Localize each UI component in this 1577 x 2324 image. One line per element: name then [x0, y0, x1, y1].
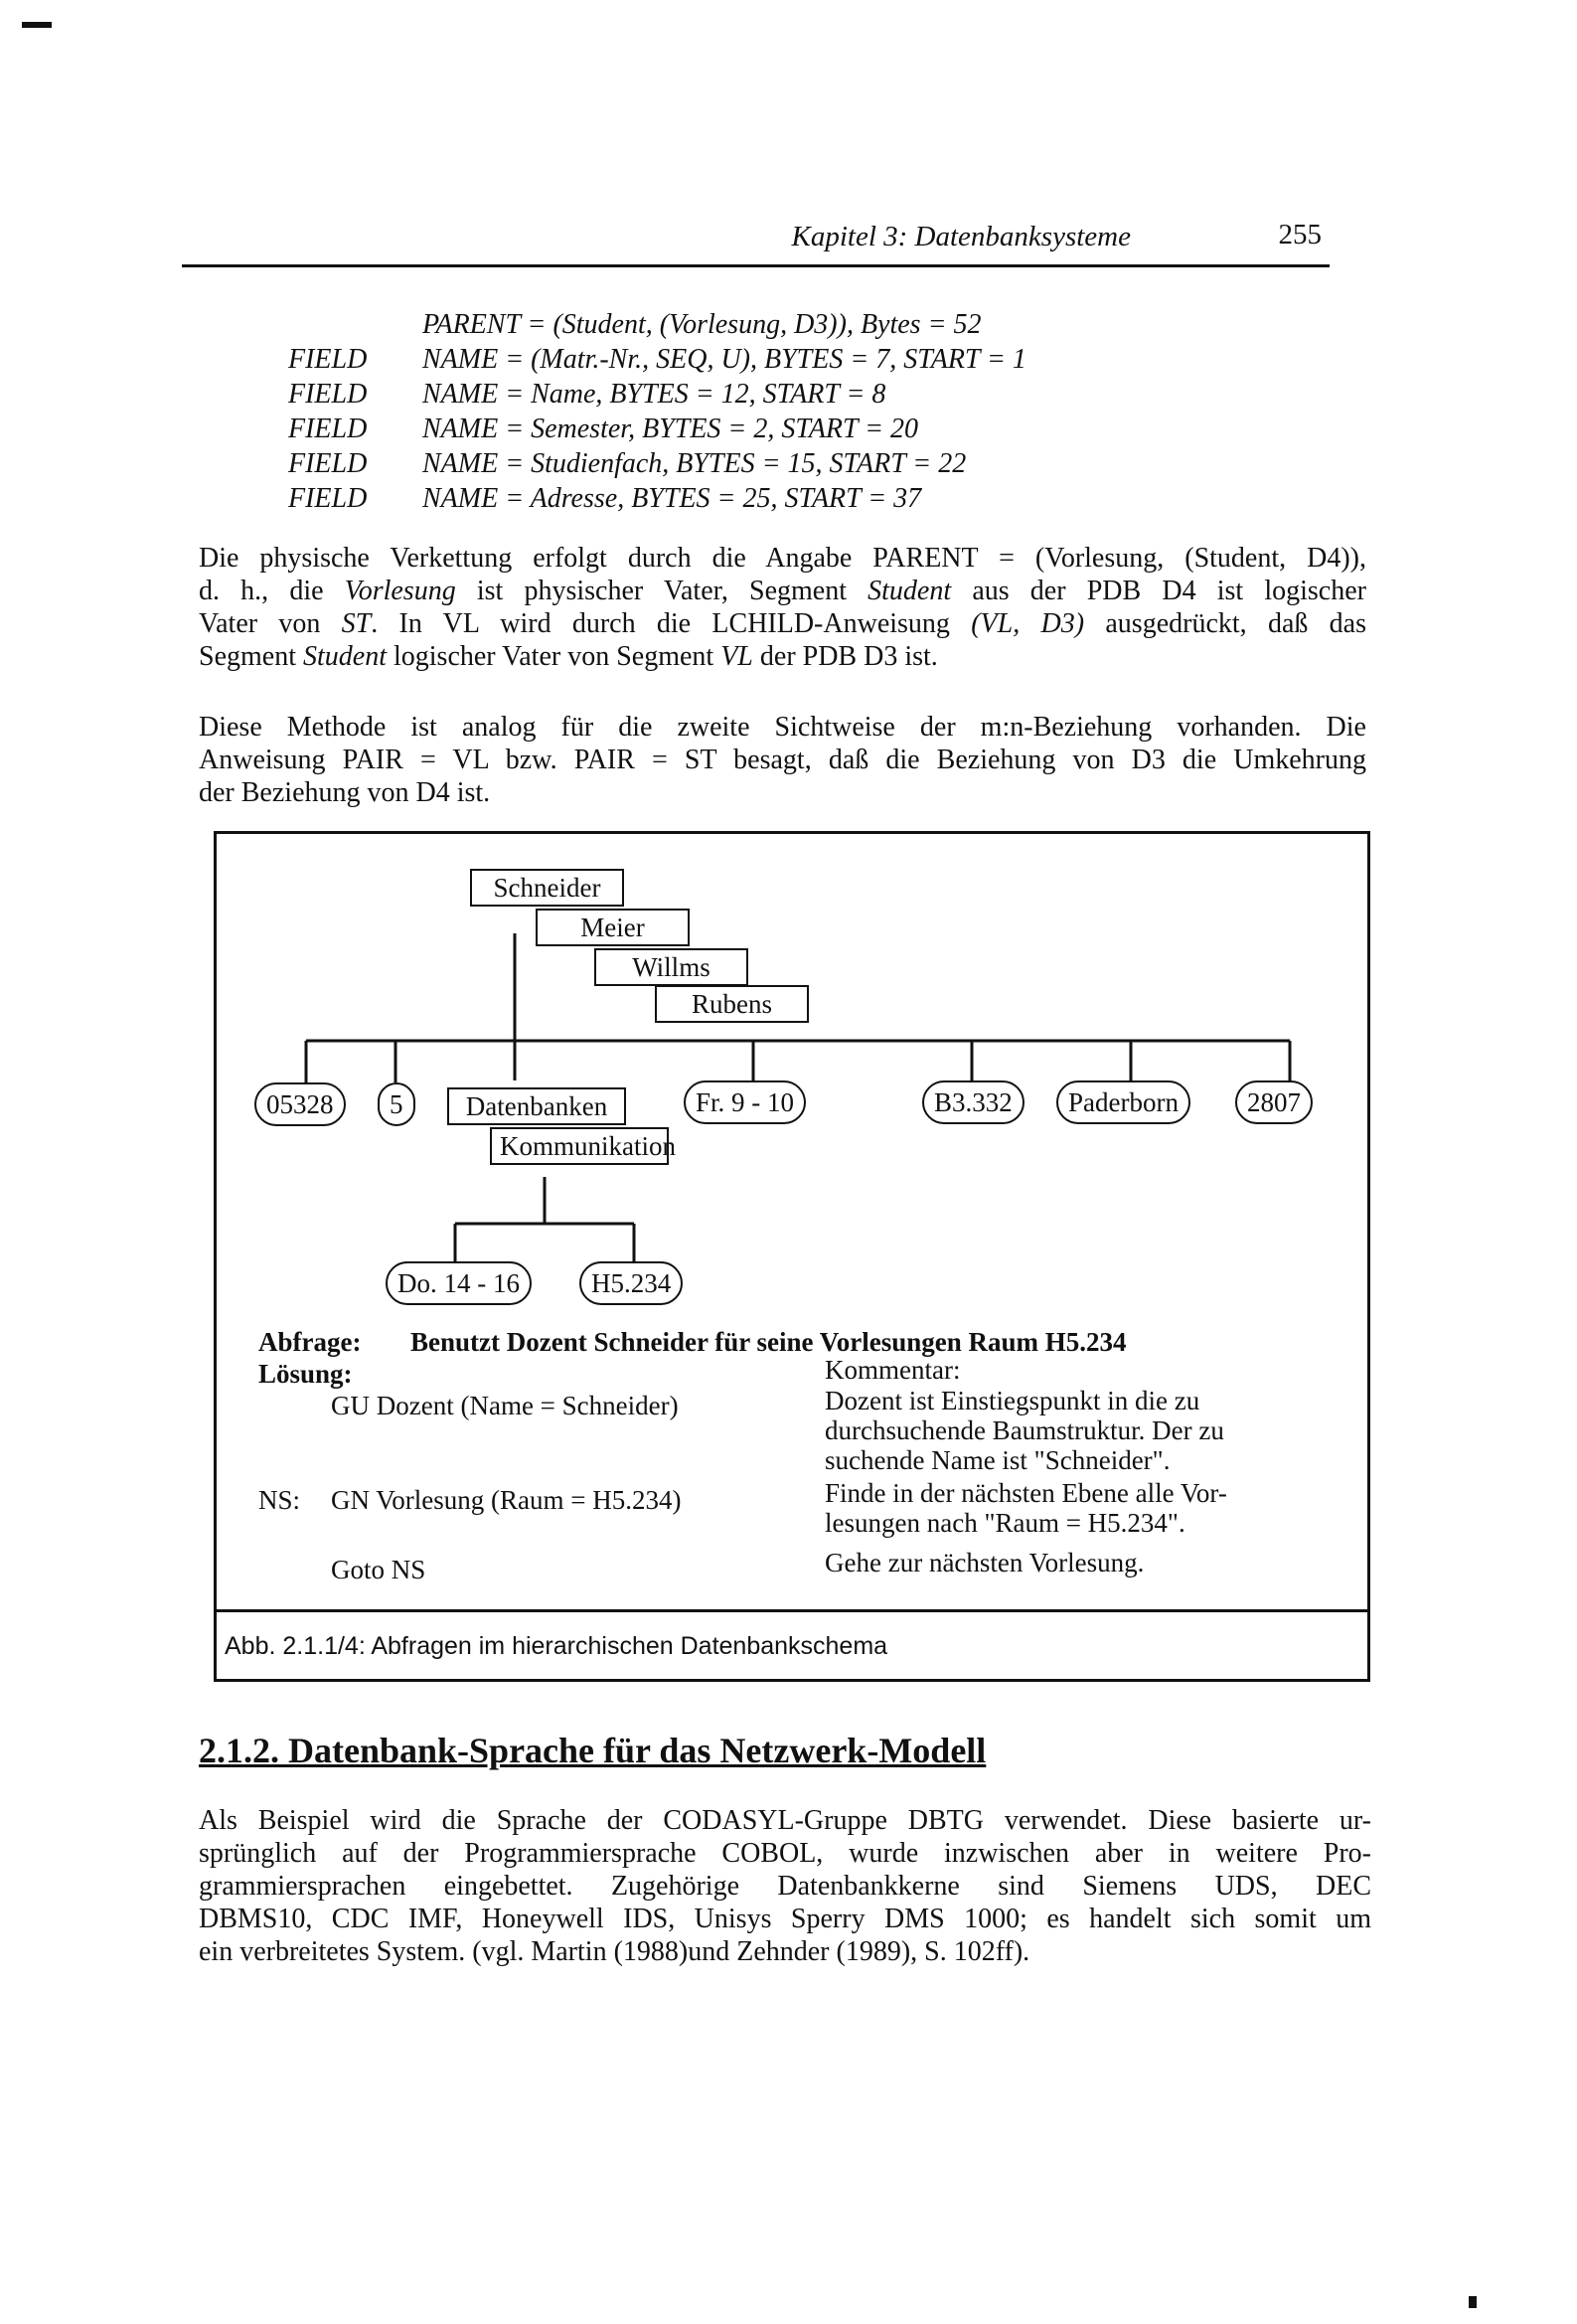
step-comment-line: Finde in der nächsten Ebene alle Vor- [825, 1478, 1227, 1508]
field-keyword: FIELD [288, 483, 368, 514]
text-run: der PDB D3 ist. [752, 641, 938, 672]
text-run: . In VL wird durch die LCHILD-Anweisung [371, 608, 972, 639]
italic-run: VL [720, 641, 753, 672]
text-line: ein verbreitetes System. (vgl. Martin (1988)und Zehnder (1989), S. 102ff). [199, 1936, 1030, 1967]
node-attr-postcode: 2807 [1235, 1080, 1313, 1124]
text-line [199, 575, 1366, 607]
figure-caption [217, 1609, 1367, 1679]
section-paragraph [199, 1804, 1371, 1968]
italic-run: Vorlesung [344, 576, 456, 606]
section-heading: 2.1.2. Datenbank-Sprache für das Netzwerk-Modell [199, 1731, 987, 1770]
node-willms: Willms [594, 948, 748, 986]
step-comment-line: Dozent ist Einstiegspunkt in die zu [825, 1386, 1200, 1415]
text-line: Anweisung PAIR = VL bzw. PAIR = ST besagt, daß die Beziehung von D3 die Umkehrung [199, 745, 1366, 775]
page-header [182, 213, 1330, 267]
scan-artifact [22, 22, 52, 28]
field-keyword: FIELD [288, 414, 368, 444]
text-run: d. h., die [199, 576, 345, 606]
paragraph [199, 711, 1366, 809]
text-line: Als Beispiel wird die Sprache der CODASYL-Gruppe DBTG verwendet. Diese basierte ur- [199, 1805, 1371, 1836]
italic-run: Student [867, 576, 952, 606]
text-run: Vater von [199, 608, 342, 639]
text-run: Segment [199, 641, 303, 672]
field-keyword: FIELD [288, 344, 368, 375]
node-attr-city: Paderborn [1056, 1080, 1190, 1124]
italic-run: ST [341, 608, 372, 639]
step-comment-line: durchsuchende Baumstruktur. Der zu [825, 1415, 1224, 1445]
text-run: aus der PDB D4 ist logischer [951, 576, 1366, 606]
field-definition: NAME = Adresse, BYTES = 25, START = 37 [422, 483, 922, 514]
text-line: Die physische Verkettung erfolgt durch die Angabe PARENT = (Vorlesung, (Student, D4)), [199, 543, 1366, 574]
node-datenbanken: Datenbanken [447, 1087, 626, 1125]
query-label: Abfrage: [258, 1327, 362, 1357]
field-definition: NAME = Name, BYTES = 12, START = 8 [422, 379, 886, 410]
italic-run: Student [303, 641, 387, 672]
query-text: Benutzt Dozent Schneider für seine Vorlesungen Raum H5.234 [410, 1327, 1127, 1357]
text-run: logischer Vater von Segment [387, 641, 721, 672]
step-statement: Goto NS [331, 1555, 426, 1584]
comment-label: Kommentar: [825, 1355, 961, 1385]
text-line: DBMS10, CDC IMF, Honeywell IDS, Unisys Sperry DMS 1000; es handelt sich somit um [199, 1904, 1371, 1934]
node-lecture-time: Do. 14 - 16 [386, 1261, 532, 1305]
step-comment-line: suchende Name ist "Schneider". [825, 1445, 1171, 1475]
figure-box [214, 831, 1370, 1682]
paragraph [199, 542, 1366, 673]
field-definition: NAME = (Matr.-Nr., SEQ, U), BYTES = 7, START = 1 [422, 344, 1026, 375]
step-comment-line: Gehe zur nächsten Vorlesung. [825, 1548, 1145, 1577]
step-statement: GU Dozent (Name = Schneider) [331, 1391, 679, 1420]
text-run: ist physischer Vater, Segment [455, 576, 868, 606]
node-schneider: Schneider [470, 869, 624, 907]
scan-artifact [1469, 2296, 1477, 2308]
node-rubens: Rubens [655, 985, 809, 1023]
node-meier: Meier [536, 909, 690, 946]
node-attr-id: 05328 [254, 1082, 346, 1126]
node-kommunikation: Kommunikation [490, 1127, 669, 1165]
text-line [199, 640, 1366, 673]
chapter-title: Kapitel 3: Datenbanksysteme [791, 221, 1131, 252]
text-line: der Beziehung von D4 ist. [199, 777, 491, 808]
text-run: ausgedrückt, daß das [1084, 608, 1367, 639]
text-line [199, 607, 1366, 640]
caption-text: Abb. 2.1.1/4: Abfragen im hierarchischen Datenbankschema [225, 1632, 888, 1660]
field-definition: NAME = Semester, BYTES = 2, START = 20 [422, 414, 918, 444]
node-attr-time: Fr. 9 - 10 [684, 1080, 806, 1124]
page-number: 255 [1278, 219, 1322, 250]
field-keyword: FIELD [288, 448, 368, 479]
node-attr-room: B3.332 [922, 1080, 1025, 1124]
field-keyword: FIELD [288, 379, 368, 410]
step-comment-line: lesungen nach "Raum = H5.234". [825, 1508, 1185, 1538]
italic-run: (VL, D3) [971, 608, 1085, 639]
parent-line: PARENT = (Student, (Vorlesung, D3)), Bytes = 52 [422, 309, 982, 340]
field-definition: NAME = Studienfach, BYTES = 15, START = 22 [422, 448, 967, 479]
text-line: sprünglich auf der Programmiersprache COBOL, wurde inzwischen aber in weitere Pro- [199, 1838, 1371, 1869]
step-label: NS: [258, 1485, 301, 1515]
node-lecture-room: H5.234 [579, 1261, 683, 1305]
solution-label: Lösung: [258, 1359, 353, 1389]
text-line: grammiersprachen eingebettet. Zugehörige Datenbankkerne sind Siemens UDS, DEC [199, 1871, 1371, 1902]
text-line: Diese Methode ist analog für die zweite Sichtweise der m:n-Beziehung vorhanden. Die [199, 712, 1366, 743]
step-statement: GN Vorlesung (Raum = H5.234) [331, 1485, 682, 1515]
node-attr-number: 5 [378, 1082, 415, 1126]
